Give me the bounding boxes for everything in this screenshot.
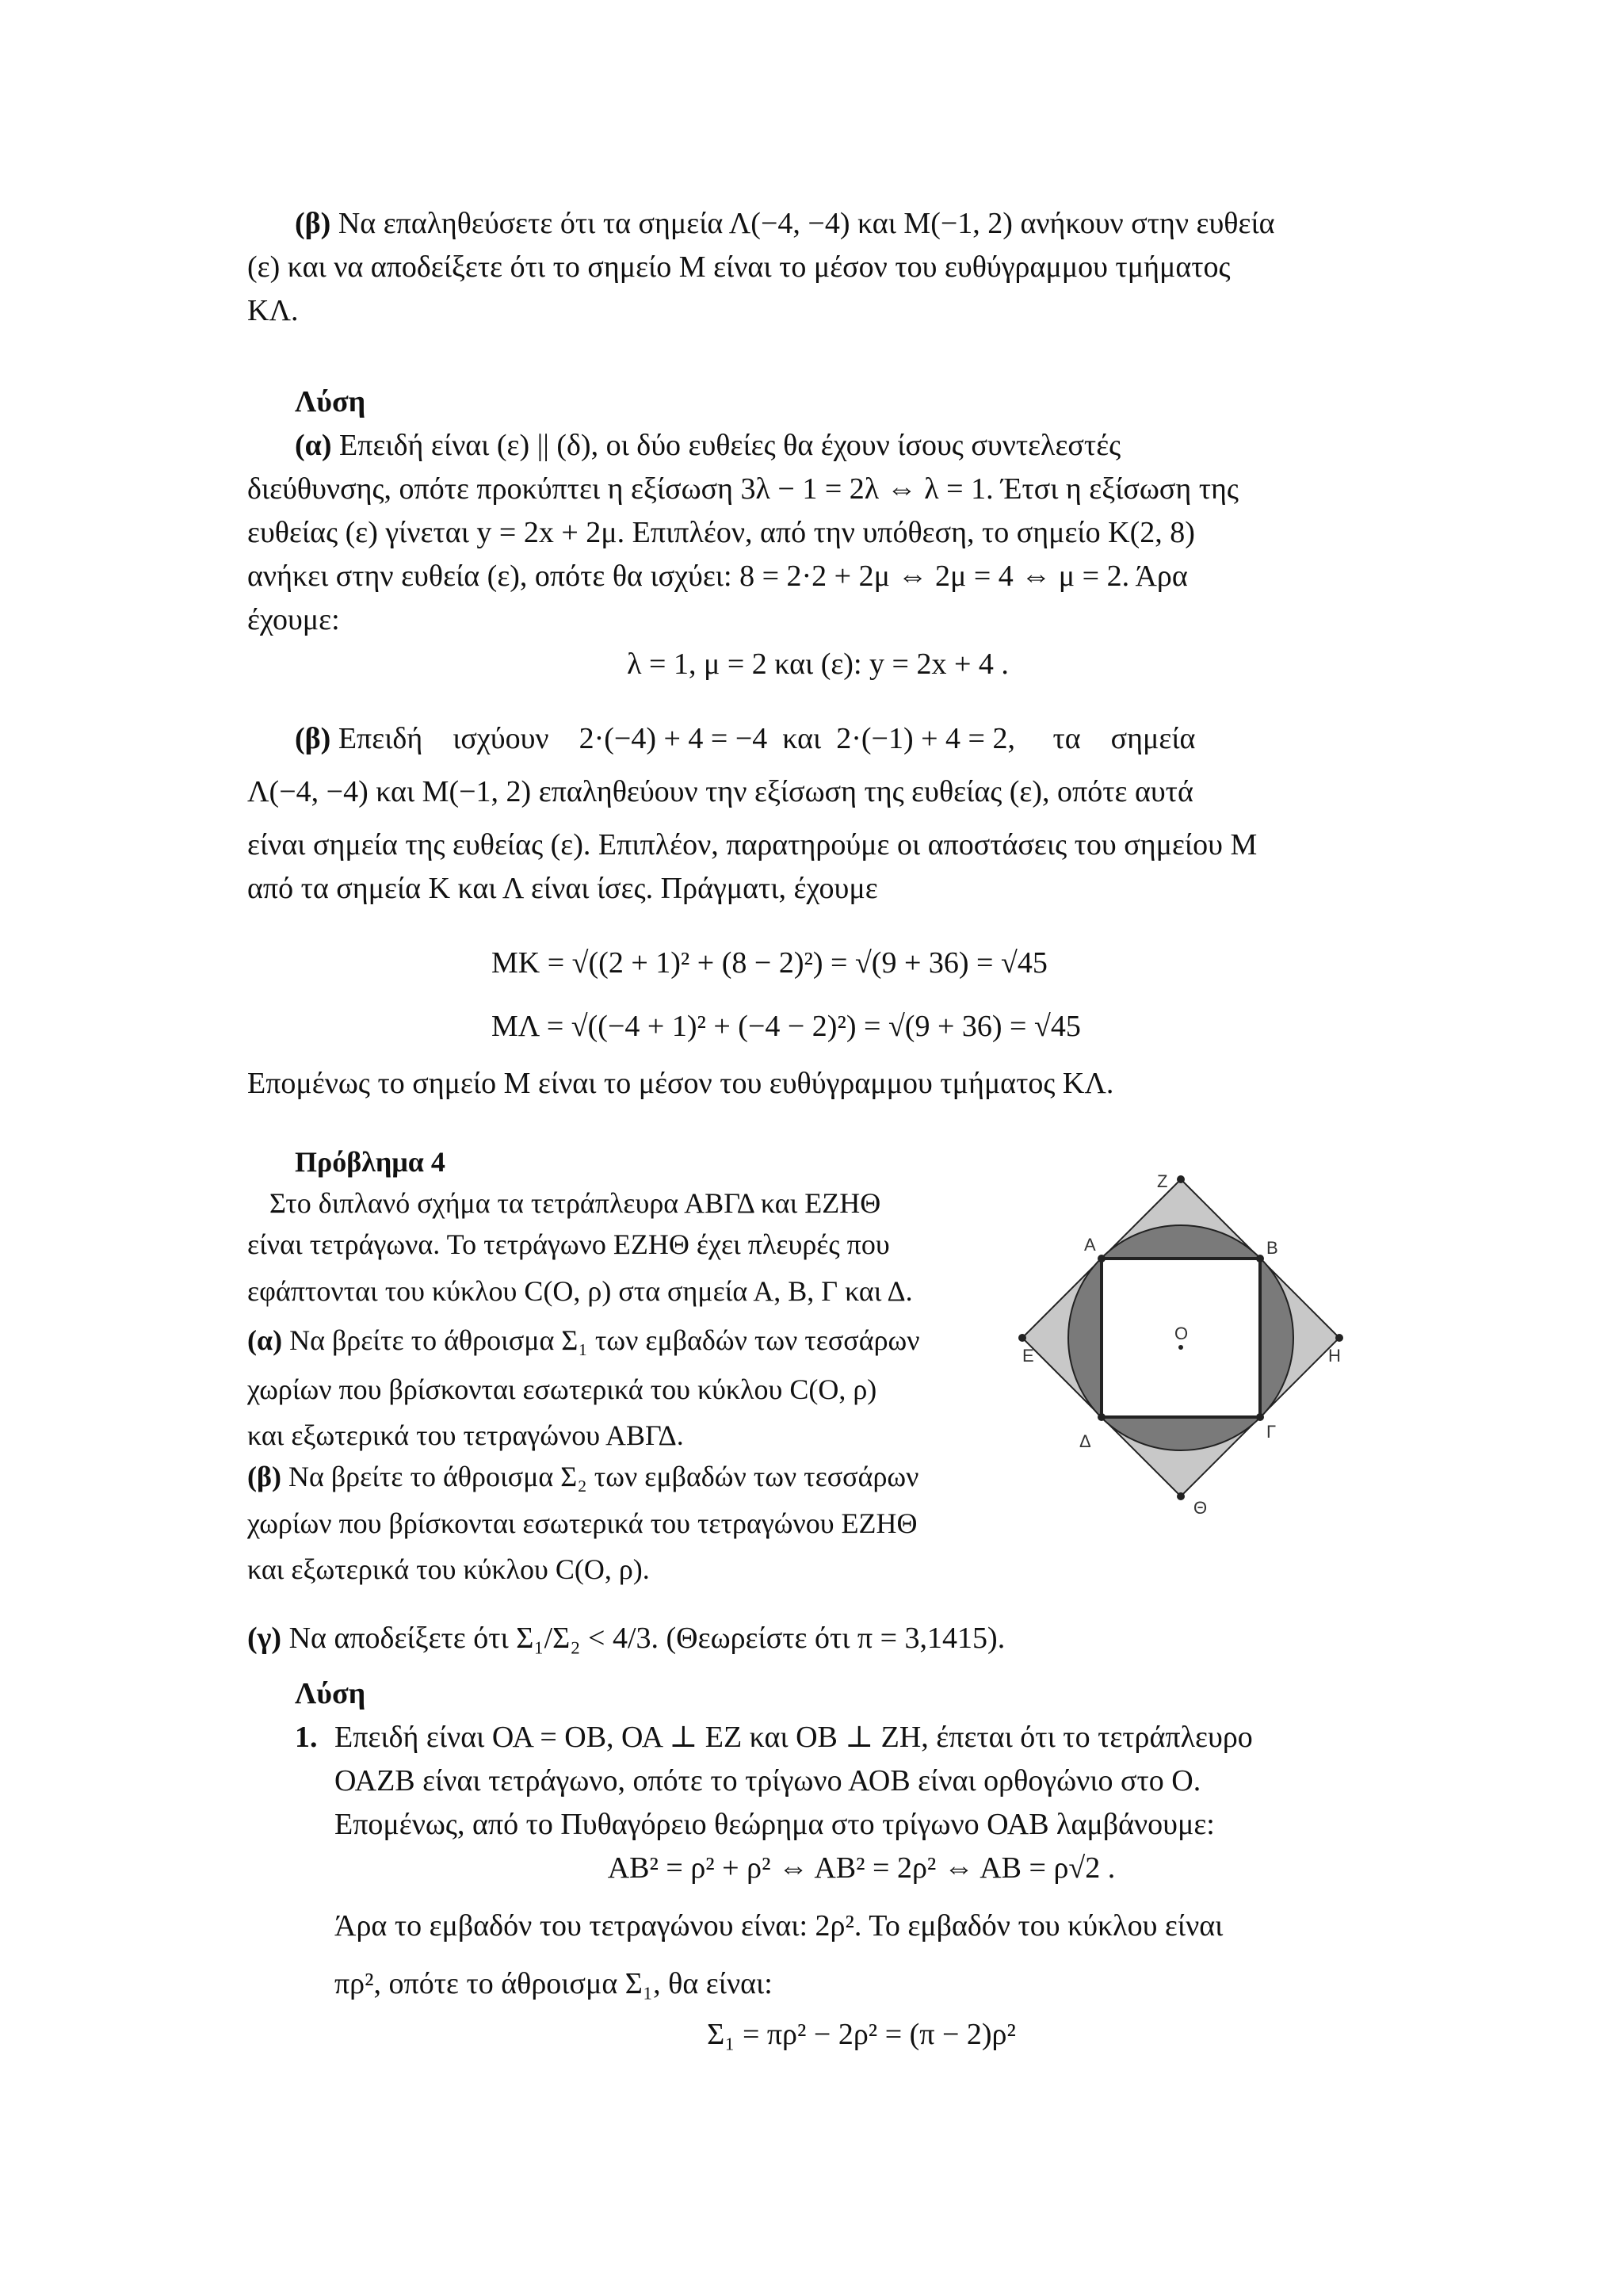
point-g [1256,1413,1264,1421]
problem4-a-line3: και εξωτερικά του τετραγώνου ΑΒΓΔ. [247,1419,684,1452]
problem4-b-line3: και εξωτερικά του κύκλου C(Ο, ρ). [247,1553,650,1585]
problem4-intro2: είναι τετράγωνα. Το τετράγωνο ΕΖΗΘ έχει πλευρές που [247,1228,890,1261]
point-b [1256,1255,1264,1263]
solution2-line1: Επειδή είναι ΟΑ = ΟΒ, ΟΑ ⊥ ΕΖ και ΟΒ ⊥ ΖΗ, έπεται ότι το τετράπλευρο [334,1721,1253,1754]
problem4-c-line: Να αποδείξετε ότι Σ₁/Σ₂ < 4/3. (Θεωρείστε ότι π = 3,1415). [288,1622,1006,1655]
solution1-a-label: (α) [295,429,332,463]
solution1-a-line3: ευθείας (ε) γίνεται y = 2x + 2μ. Επιπλέον, από την υπόθεση, το σημείο Κ(2, 8) [247,516,1195,550]
solution1-a-line4: ανήκει στην ευθεία (ε), οπότε θα ισχύει: 8 = 2·2 + 2μ ⇔ 2μ = 4 ⇔ μ = 2. Άρα [247,560,1188,594]
problem4-b-label: (β) [247,1461,281,1493]
solution2 [247,1672,1388,1716]
solution1-a-result: λ = 1, μ = 2 και (ε): y = 2x + 4 . [627,647,1009,681]
point-a [1098,1255,1106,1263]
solution2-eq1: ΑΒ² = ρ² + ρ² ⇔ ΑΒ² = 2ρ² ⇔ ΑΒ = ρ√2 . [607,1851,1116,1885]
solution1-part-b [247,717,1388,911]
problem4-b-line2: χωρίων που βρίσκονται εσωτερικά του τετραγώνου ΕΖΗΘ [247,1507,918,1539]
part-b-line3: ΚΛ. [247,294,299,328]
solution1-heading: Λύση [295,385,366,418]
label-e: Ε [1022,1346,1034,1366]
solution2-line3: Επομένως, από το Πυθαγόρειο θεώρημα στο τρίγωνο ΟΑΒ λαμβάνουμε: [334,1808,1215,1842]
part-b-line1: Να επαληθεύσετε ότι τα σημεία Λ(−4, −4) και Μ(−1, 2) ανήκουν στην ευθεία [338,207,1275,240]
solution2-line5: πρ², οπότε το άθροισμα Σ₁, θα είναι: [334,1967,773,2001]
geometry-figure [1014,1171,1347,1520]
problem4-a-line2: χωρίων που βρίσκονται εσωτερικά του κύκλου C(Ο, ρ) [247,1373,877,1405]
solution2-heading: Λύση [295,1677,366,1710]
problem4-a-label: (α) [247,1324,283,1356]
solution2-eq2: Σ₁ = πρ² − 2ρ² = (π − 2)ρ² [707,2017,1016,2051]
ml-equation: ΜΛ = √((−4 + 1)² + (−4 − 2)²) = √(9 + 36) = √45 [491,1010,1081,1043]
mk-equation: ΜΚ = √((2 + 1)² + (8 − 2)²) = √(9 + 36) = √45 [491,946,1048,980]
solution1 [247,380,1388,686]
point-z [1177,1175,1185,1183]
problem4-heading: Πρόβλημα 4 [295,1146,445,1178]
problem4-a-line1: Να βρείτε το άθροισμα Σ₁ των εμβαδών των τεσσάρων [289,1324,920,1356]
point-e [1018,1334,1026,1342]
problem4-b-line1: Να βρείτε το άθροισμα Σ₂ των εμβαδών των τεσσάρων [288,1461,919,1493]
solution1-b-line3: είναι σημεία της ευθείας (ε). Επιπλέον, παρατηρούμε οι αποστάσεις του σημείου Μ [247,828,1258,862]
point-d [1098,1413,1106,1421]
solution2-line4: Άρα το εμβαδόν του τετραγώνου είναι: 2ρ². Το εμβαδόν του κύκλου είναι [334,1909,1224,1943]
solution1-a-line1: Επειδή είναι (ε) || (δ), οι δύο ευθείες θα έχουν ίσους συντελεστές [339,429,1121,463]
part-b-question [247,202,1388,333]
label-o: Ο [1174,1324,1189,1343]
problem4 [247,1141,1000,1590]
problem4-intro1: Στο διπλανό σχήμα τα τετράπλευρα ΑΒΓΔ και ΕΖΗΘ [269,1187,881,1220]
label-h: Η [1328,1346,1341,1366]
solution1-conclusion-block [247,1062,1388,1106]
label-z: Ζ [1157,1171,1168,1191]
label-d: Δ [1079,1431,1091,1451]
solution2-line2: ΟΑΖΒ είναι τετράγωνο, οπότε το τρίγωνο ΑΟΒ είναι ορθογώνιο στο Ο. [334,1764,1201,1798]
solution1-b-line1: Επειδή ισχύουν 2·(−4) + 4 = −4 και 2·(−1) + 4 = 2, τα σημεία [338,722,1196,755]
point-h [1335,1334,1343,1342]
problem4-c [247,1617,1388,1660]
part-b-label: (β) [295,207,331,240]
solution1-a-line5: έχουμε: [247,603,340,637]
label-b: Β [1266,1238,1278,1258]
problem4-c-label: (γ) [247,1622,282,1655]
distance-equations [491,931,1205,1058]
label-a: Α [1084,1235,1096,1255]
label-th: Θ [1193,1498,1208,1518]
geometry-svg [1014,1171,1347,1520]
solution1-b-label: (β) [295,722,331,755]
problem4-intro3: εφάπτονται του κύκλου C(Ο, ρ) στα σημεία Α, Β, Γ και Δ. [247,1274,913,1307]
part-b-line2: (ε) και να αποδείξετε ότι το σημείο Μ είναι το μέσον του ευθύγραμμου τμήματος [247,250,1231,285]
solution1-b-line2: Λ(−4, −4) και Μ(−1, 2) επαληθεύουν την εξίσωση της ευθείας (ε), οπότε αυτά [247,775,1193,809]
solution1-b-line4: από τα σημεία Κ και Λ είναι ίσες. Πράγματι, έχουμε [247,872,878,906]
solution2-item1 [295,1716,1388,2057]
solution1-a-line2: διεύθυνσης, οπότε προκύπτει η εξίσωση 3λ − 1 = 2λ ⇔ λ = 1. Έτσι η εξίσωση της [247,472,1239,506]
solution2-item-label: 1. [295,1721,318,1754]
point-th [1177,1492,1185,1500]
solution1-conclusion: Επομένως το σημείο Μ είναι το μέσον του ευθύγραμμου τμήματος ΚΛ. [247,1067,1114,1100]
center-point [1178,1345,1183,1350]
label-g: Γ [1266,1422,1277,1442]
